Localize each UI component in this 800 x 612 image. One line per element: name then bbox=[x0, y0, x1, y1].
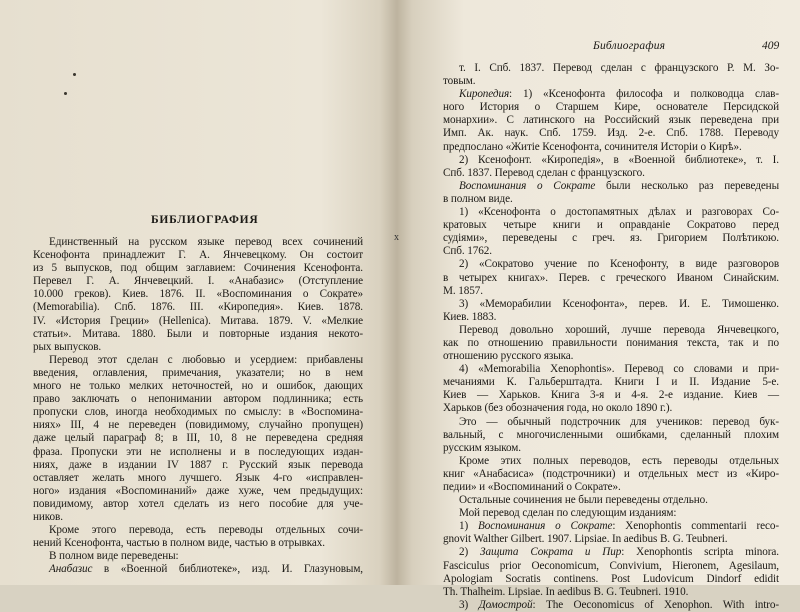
text-line: даже целый параграф 8; в III, 10, 8 не переведена средняя bbox=[33, 432, 363, 445]
text-line: М. 1857. bbox=[443, 284, 483, 297]
ink-speck bbox=[73, 73, 76, 76]
text-line: фраза. Пропуски эти не исполнены и в последующих издан- bbox=[33, 445, 363, 458]
text-line: Apologiam Socratis continens. Post Ludovicum Dindorf edidit bbox=[443, 572, 779, 585]
text-line: Киев — Харьков. Книга 3-я и 4-я. 2-е издание. Киев — bbox=[443, 389, 779, 402]
text-line: оставляет желать много лучшего. Язык 4-го «исправлен- bbox=[33, 471, 363, 484]
text-line: книг «Анабасиса» (подстрочники) и отдельных мест из «Киро- bbox=[443, 467, 779, 480]
text-line: ного История о Старшем Кире, основателе Персидской bbox=[443, 101, 779, 114]
text-line: кратовых четыре книги и оправданіе Сократово перед bbox=[443, 219, 779, 232]
page-number: 409 bbox=[762, 40, 780, 52]
text-line: педии» и «Воспоминаний о Сократе». bbox=[443, 481, 621, 493]
text-line: товым. bbox=[443, 75, 476, 88]
text-line: статьи». Митава. 1880. Были и повторные издания некото- bbox=[33, 327, 363, 340]
text-line: Воспоминания о Сократе были несколько раз переведены bbox=[459, 179, 779, 192]
text-line: 3) Домострой: The Oeconomicus of Xenophon. With intro- bbox=[459, 598, 779, 611]
right-page bbox=[404, 0, 800, 611]
text-line: монархии». С латинского на Российский язык переведена при bbox=[443, 114, 779, 127]
text-line: Кроме этого перевода, есть переводы отдельных сочи- bbox=[49, 524, 363, 537]
text-line: 2) «Сократово учение по Ксенофонту, в виде разговоров bbox=[459, 258, 779, 271]
text-line: Харьков (без обозначения года, но около 1890 г.). bbox=[443, 402, 673, 415]
text-line: 2) Ксенофонт. «Киропедія», в «Военной библиотеке», т. I. bbox=[459, 153, 779, 166]
text-line: предпослано «Житiе Ксенофонта, сочинителя Исторiи о Кирѣ». bbox=[443, 140, 742, 153]
text-line: 1) «Ксенофонта о достопамятных дѣлах и разговорах Со- bbox=[459, 206, 779, 219]
left-page-text bbox=[33, 236, 363, 576]
text-line: 4) «Memorabilia Xenophontis». Перевод со словами и при- bbox=[459, 363, 779, 376]
text-line: судiями», переведены с греч. яз. Григорием Полѣтикою. bbox=[443, 232, 779, 245]
text-line: gnovit Walther Gilbert. 1907. Lipsiae. In aedibus B. G. Teubneri. bbox=[443, 533, 728, 546]
running-head: Библиография bbox=[593, 40, 666, 52]
text-line: 1) Воспоминания о Сократе: Xenophontis commentarii reco- bbox=[459, 520, 780, 533]
text-line: ников. bbox=[33, 510, 63, 523]
text-line: Ксенофонта принадлежит Г. А. Янчевецкому. Он состоит bbox=[33, 249, 363, 262]
text-line: IV. «История Греции» (Hellenica). Митава. 1879. V. «Мелкие bbox=[33, 314, 363, 327]
text-line: ниях» III, 4 не переведен (повидимому, случайно пропущен) bbox=[33, 419, 363, 432]
section-title: БИБЛИОГРАФИЯ bbox=[151, 214, 259, 226]
text-line: рых выпусков. bbox=[33, 340, 102, 353]
text-line: В полном виде переведены: bbox=[49, 550, 179, 563]
text-line: Единственный на русском языке перевод всех сочинений bbox=[49, 236, 363, 248]
text-line: вальный, с многочисленными ошибками, сделанный плохим bbox=[443, 428, 779, 441]
text-line: мечаниями К. Гальберштадта. Книги I и II. Издание 5-е. bbox=[443, 376, 779, 389]
text-line: Th. Thalheim. Lipsiae. In aedibus B. G. Teubneri. 1910. bbox=[443, 585, 689, 598]
ink-speck bbox=[64, 92, 67, 95]
text-line: Мой перевод сделан по следующим изданиям: bbox=[459, 507, 677, 520]
text-line: 2) Защита Сократа и Пир: Xenophontis scripta minora. bbox=[459, 546, 779, 559]
text-line: Остальные сочинения не были переведены отдельно. bbox=[459, 494, 708, 507]
left-page bbox=[0, 0, 396, 585]
text-line: Спб. 1762. bbox=[443, 245, 492, 258]
text-line: право заключать о непонимании автором подлинника; есть bbox=[33, 393, 363, 406]
text-line: в полном виде. bbox=[443, 192, 513, 205]
text-line: русским языком. bbox=[443, 441, 521, 454]
text-line: в четырех книгах». Перев. с греческого Иваном Синайским. bbox=[443, 271, 779, 284]
right-page-text bbox=[443, 62, 779, 612]
text-line: отношению русского языка. bbox=[443, 350, 574, 363]
text-line: Перевел Г. А. Янчевецкий. I. «Анабазис» (Отступление bbox=[33, 275, 363, 288]
text-line: (Memorabilia). Спб. 1876. III. «Киропедия». Киев. 1878. bbox=[33, 301, 363, 314]
text-line: т. I. Спб. 1837. Перевод сделан с французского Р. М. Зо- bbox=[459, 62, 779, 74]
text-line: Кроме этих полных переводов, есть переводы отдельных bbox=[459, 454, 779, 467]
text-line: Киропедия: 1) «Ксенофонта философа и полководца слав- bbox=[459, 88, 779, 101]
text-line: повидимому, автор хотел сделать из него пособие для уче- bbox=[33, 497, 363, 510]
text-line: пропуски слов, иногда необходимых по смыслу: в «Воспомина- bbox=[33, 406, 363, 419]
text-line: ниях, даже в издании IV 1887 г. Русский язык перевода bbox=[33, 458, 363, 471]
text-line: 3) «Меморабилии Ксенофонта», перев. И. Е. Тимошенко. bbox=[459, 297, 779, 310]
text-line: Анабазис в «Военной библиотеке», изд. И. Глазуновым, bbox=[49, 563, 363, 576]
text-line: Имп. Ак. наук. Спб. 1759. Изд. 2-е. Спб. 1788. Переводу bbox=[443, 127, 779, 140]
text-line: ного» издания «Воспоминаний» даже хуже, чем предыдущих: bbox=[33, 484, 363, 497]
text-line: как по отношению правильности понимания текста, так и по bbox=[443, 336, 779, 349]
text-line: много не только мелких неточностей, но и ошибок, дающих bbox=[33, 380, 363, 393]
text-line: нений Ксенофонта, частью в полном виде, частью в отрывках. bbox=[33, 537, 325, 550]
text-line: Киев. 1883. bbox=[443, 310, 497, 323]
text-line: 10.000 греков). Киев. 1876. II. «Воспоминания о Сократе» bbox=[33, 288, 363, 301]
gutter-mark: x bbox=[394, 232, 399, 243]
text-line: Перевод этот сделан с любовью и усердием: прибавлены bbox=[49, 353, 363, 366]
text-line: из 5 выпусков, под общим заглавием: Сочинения Ксенофонта. bbox=[33, 262, 363, 275]
text-line: Fasciculus prior Oeconomicum, Convivium, Hieronem, Agesilaum, bbox=[443, 559, 779, 572]
text-line: введения, оглавления, примечания, указатели; но в нем bbox=[33, 366, 363, 379]
text-line: Спб. 1837. Перевод сделан с французского. bbox=[443, 166, 645, 179]
text-line: Перевод довольно хороший, лучше перевода Янчевецкого, bbox=[459, 323, 779, 336]
text-line: Это — обычный подстрочник для учеников: перевод бук- bbox=[459, 415, 779, 428]
